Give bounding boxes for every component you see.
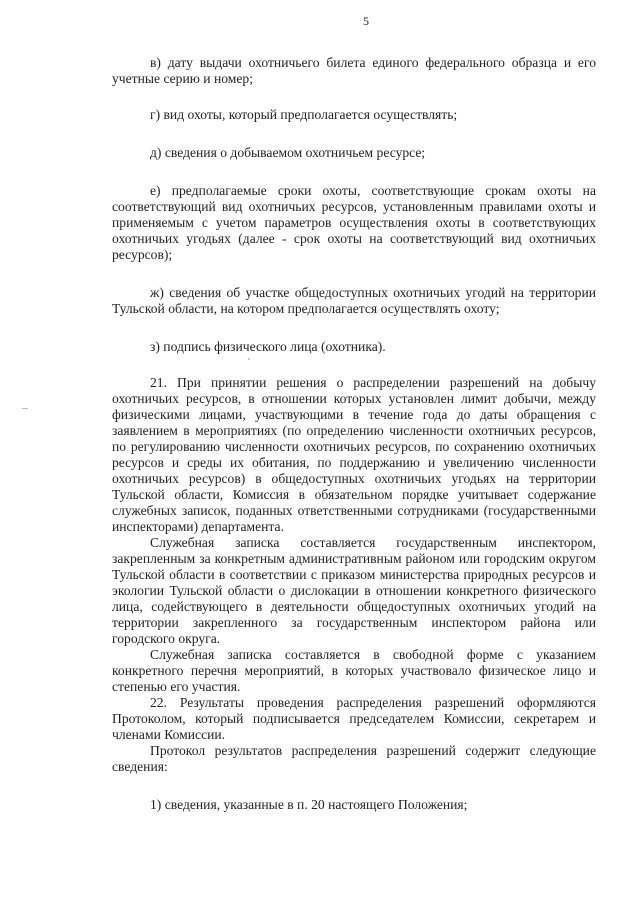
page-number: 5 — [363, 14, 369, 28]
section-22-paragraph: 22. Результаты проведения распределения разрешений оформляются Протоколом, который подписывается председателем Комиссии, секретарем и членами Комиссии. — [112, 695, 596, 742]
service-note-form-paragraph: Служебная записка составляется в свободной форме с указанием конкретного перечня мероприятий, в которых участвовало физическое лицо и степенью его участия. — [112, 647, 596, 694]
section-21-paragraph: 21. При принятии решения о распределении разрешений на добычу охотничьих ресурсов, в отношении которых установлен лимит добычи, между физическими лицами, участвующими в течение года до даты обращения с заявлением в мероприятиях (по определению численности охотничьих ресурсов, по регулированию численности охотничьих ресурсов, по сохранению охотничьих ресурсов и среды их обитания, по поддержанию и увеличению численности охотничьих ресурсов) в общедоступных охотничьих угодьях на территории Тульской области, Комиссия в обязательном порядке учитывает содержание служебных записок, поданных ответственными сотрудниками (государственными инспекторами) департамента. — [112, 375, 596, 534]
item-g-paragraph: г) вид охоты, который предполагается осуществлять; — [150, 107, 458, 122]
margin-mark — [22, 408, 28, 409]
item-zh-paragraph: ж) сведения об участке общедоступных охотничьих угодий на территории Тульской области, на котором предполагается осуществлять охоту; — [112, 285, 596, 316]
item-1-paragraph: 1) сведения, указанные в п. 20 настоящего Положения; — [150, 797, 468, 812]
item-z-paragraph: з) подпись физического лица (охотника). — [150, 339, 386, 354]
scan-dot — [248, 358, 250, 360]
protocol-contents-paragraph: Протокол результатов распределения разрешений содержит следующие сведения: — [112, 743, 596, 774]
item-v-paragraph: в) дату выдачи охотничьего билета единого федерального образца и его учетные серию и номер; — [112, 55, 596, 86]
item-e-paragraph: е) предполагаемые сроки охоты, соответствующие срокам охоты на соответствующий вид охотничьих ресурсов, установленным правилами охоты и применяемым с учетом параметров осуществления охоты в соответствующих охотничьих угодьях (далее - срок охоты на соответствующий вид охотничьих ресурсов); — [112, 183, 596, 262]
service-note-paragraph: Служебная записка составляется государственным инспектором, закрепленным за конкретным административным районом или городским округом Тульской области в соответствии с приказом министерства природных ресурсов и экологии Тульской области о дислокации в отношении конкретного физического лица, содействующего в деятельности общедоступных охотничьих угодий на территории закрепленного за государственным инспектором района или городского округа. — [112, 535, 596, 646]
item-d-paragraph: д) сведения о добываемом охотничьем ресурсе; — [150, 145, 426, 160]
